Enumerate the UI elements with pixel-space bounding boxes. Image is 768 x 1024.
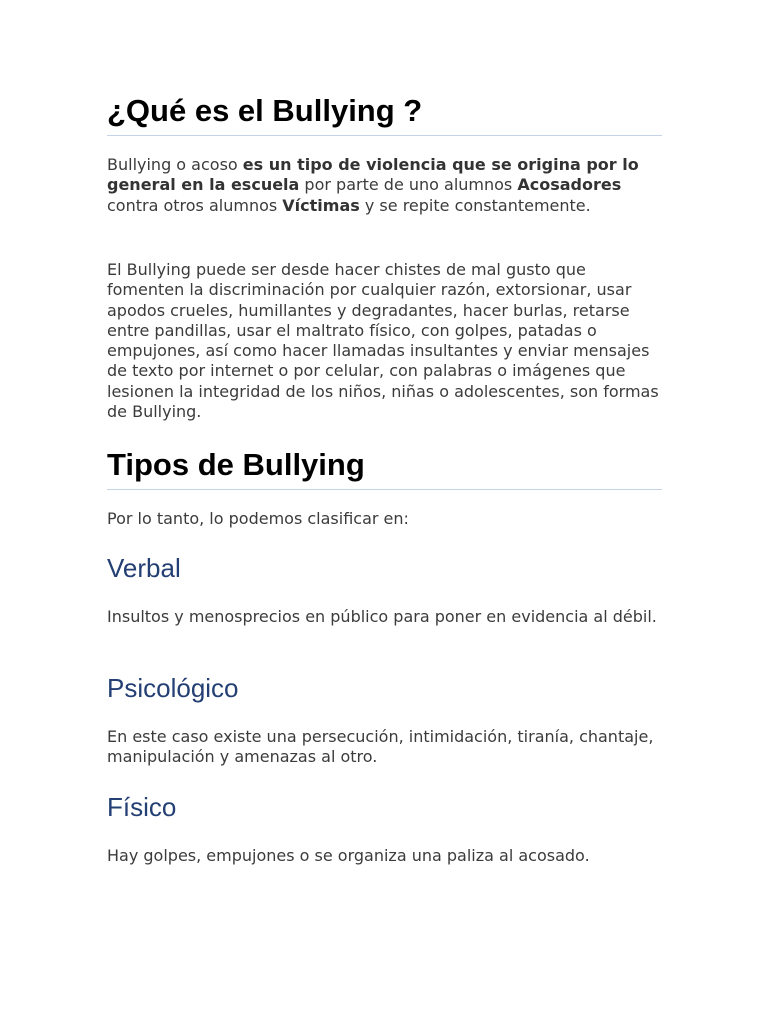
heading-fisico: Físico [107,792,177,822]
heading-what-is-bullying: ¿Qué es el Bullying ? [107,93,662,136]
verbal-paragraph: Insultos y menosprecios en público para poner en evidencia al débil. [107,607,657,626]
classify-paragraph: Por lo tanto, lo podemos clasificar en: [107,509,409,528]
intro-paragraph [107,155,662,216]
intro-text-4: y se repite constantemente. [359,195,591,215]
intro-text-3: contra otros alumnos [107,195,283,215]
intro-text-1: Bullying o acoso [107,155,243,174]
intro-bold-1: es un tipo de violencia que se origina por lo general en la escuela [107,155,639,195]
fisico-paragraph: Hay golpes, empujones o se organiza una paliza al acosado. [107,846,590,865]
psicologico-paragraph: En este caso existe una persecución, intimidación, tiranía, chantaje, manipulación y amenazas al otro. [107,727,654,767]
intro-text-2: por parte de uno alumnos [299,175,518,195]
intro-bold-3: Víctimas [282,195,360,215]
heading-verbal: Verbal [107,553,181,583]
heading-types-of-bullying: Tipos de Bullying [107,447,662,490]
intro-bold-2: Acosadores [517,175,622,195]
forms-paragraph: El Bullying puede ser desde hacer chistes de mal gusto que fomenten la discriminación por cualquier razón, extorsionar, usar apodos crueles, humillantes y degradantes, hacer burlas, retarse entre pandillas, usar el maltrato físico, con golpes, patadas o empujones, así como hacer llamadas insultantes y enviar mensajes de texto por internet o por celular, con palabras o imágenes que lesionen la integridad de los niños, niñas o adolescentes, son formas de Bullying. [107,260,659,422]
heading-psicologico: Psicológico [107,673,239,703]
